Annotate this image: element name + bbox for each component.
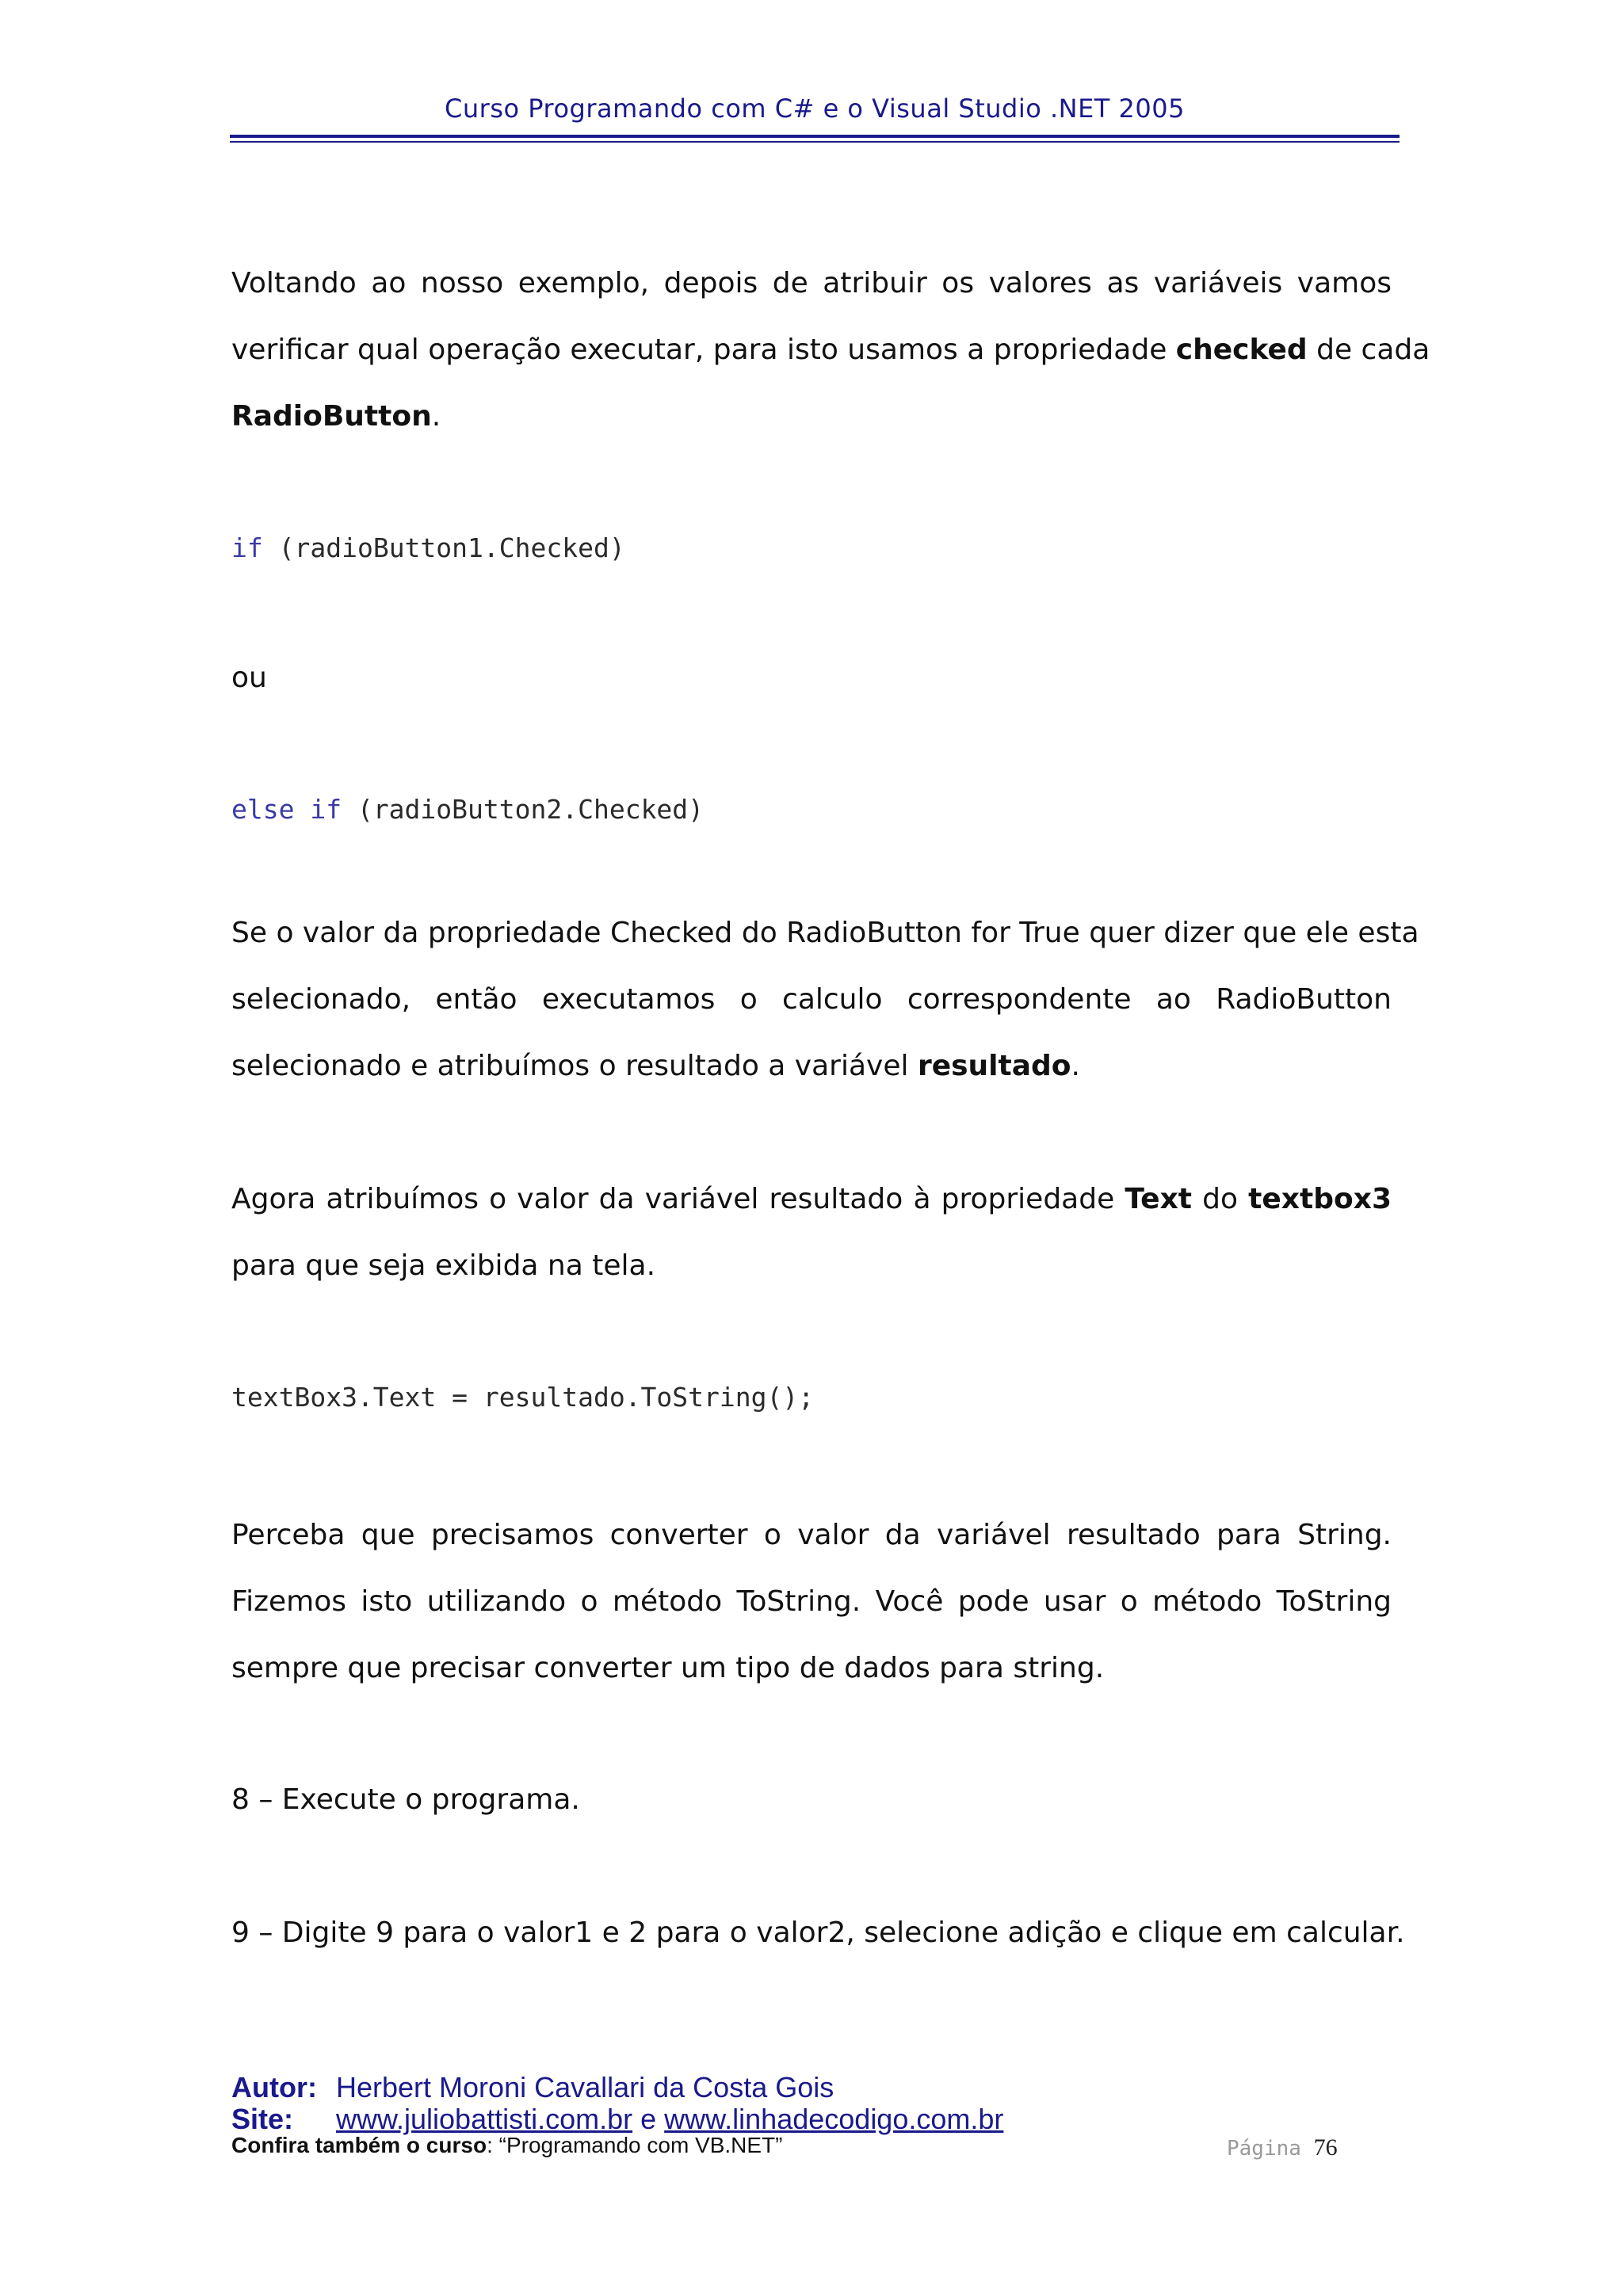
step-9: 9 – Digite 9 para o valor1 e 2 para o valor2, selecione adição e clique em calcular. [231,1917,1405,1949]
paragraph-3-line-2: para que seja exibida na tela. [231,1249,656,1282]
footer-author-label: Autor: [231,2071,317,2103]
paragraph-1-line-1: Voltando ao nosso exemplo, depois de atribuir os valores as variáveis vamos [231,267,1392,299]
header-title: Curso Programando com C# e o Visual Studio .NET 2005 [445,93,1185,124]
footer-author-name: Herbert Moroni Cavallari da Costa Gois [336,2071,834,2103]
paragraph-4-line-3: sempre que precisar converter um tipo de dados para string. [231,1652,1105,1684]
paragraph-1-line-2 [231,333,1430,368]
code-line-else-if [231,794,704,825]
bold-term-text: Text [1125,1183,1193,1215]
step-8: 8 – Execute o programa. [231,1783,580,1816]
code-keyword: if [231,532,263,563]
footer-link-linhadecodigo[interactable]: www.linhadecodigo.com.br [664,2103,1004,2135]
text-run: verificar qual operação executar, para isto usamos a propriedade [231,334,1176,366]
header-rule-thin [230,141,1400,143]
paragraph-4-line-2: Fizemos isto utilizando o método ToString. Você pode usar o método ToString [231,1585,1392,1618]
paragraph-1-line-3 [231,399,1392,434]
code-line-tostring: textBox3.Text = resultado.ToString(); [231,1382,815,1413]
bold-term-textbox3: textbox3 [1248,1183,1392,1215]
footer-site-row [231,2103,1003,2136]
paragraph-4-line-1: Perceba que precisamos converter o valor da variável resultado para String. [231,1519,1392,1551]
bold-term-radiobutton: RadioButton [231,400,432,433]
text-run: . [1071,1050,1080,1082]
text-run: do [1192,1183,1249,1215]
paragraph-2-line-2: selecionado, então executamos o calculo correspondente ao RadioButton [231,983,1392,1016]
page-number-value: 76 [1313,2134,1338,2161]
bold-term-resultado: resultado [917,1050,1071,1082]
text-run: . [431,400,441,433]
footer-link-juliobattisti[interactable]: www.juliobattisti.com.br [336,2103,633,2135]
paragraph-3-line-1 [231,1182,1392,1217]
footer-author-row [231,2071,834,2104]
code-keyword: else if [231,794,342,825]
code-line-if [231,532,625,563]
footer-site-label: Site: [231,2103,294,2135]
paragraph-2-line-3 [231,1049,1392,1084]
paragraph-2-line-1: Se o valor da propriedade Checked do RadioButton for True quer dizer que ele esta [231,917,1419,949]
footer-see-also [231,2133,783,2158]
footer-see-also-label: Confira também o curso [231,2133,487,2157]
footer-see-also-text: : “Programando com VB.NET” [487,2133,783,2157]
text-run: selecionado e atribuímos o resultado a variável [231,1050,918,1082]
text-run: Agora atribuímos o valor da variável resultado à propriedade [231,1183,1125,1215]
header-rule-thick [230,135,1400,138]
page-number [1227,2134,1338,2161]
text-run: de cada [1307,334,1430,366]
code-text: (radioButton1.Checked) [262,532,625,563]
text-ou: ou [231,662,267,694]
bold-term-checked: checked [1175,334,1308,366]
footer-site-separator: e [632,2103,665,2135]
page-number-label: Página [1227,2137,1301,2161]
code-text: (radioButton2.Checked) [342,794,705,825]
